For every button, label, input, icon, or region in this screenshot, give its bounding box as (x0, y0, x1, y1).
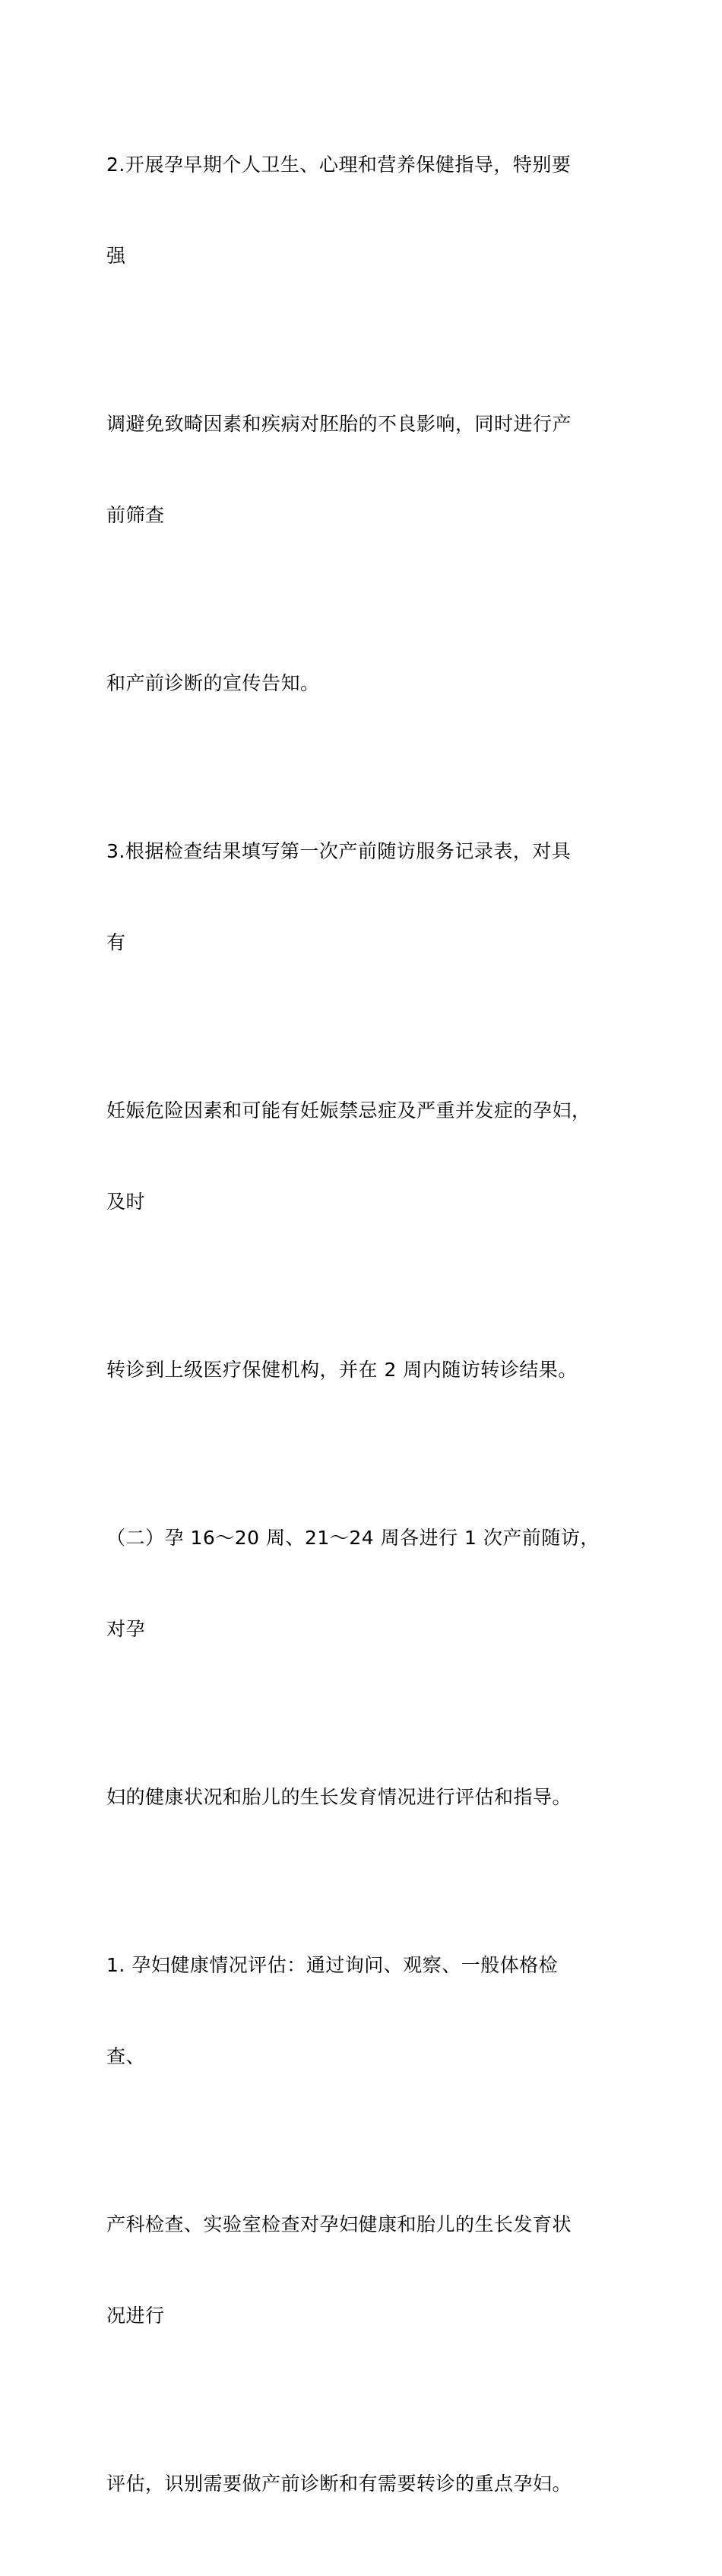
paragraph-10 (106, 2149, 638, 2392)
text-line: 1. 孕妇健康情况评估：通过询问、观察、一般体格检 (106, 1954, 559, 1976)
paragraph-11 (106, 2408, 638, 2560)
text-line: （二）孕 16～20 周、21～24 周各进行 1 次产前随访， (106, 1527, 600, 1549)
text-line: 前筛查 (106, 504, 165, 526)
paragraph-2 (106, 348, 638, 592)
document-body (106, 89, 638, 2576)
text-line: 查、 (106, 2045, 146, 2067)
paragraph-8 (106, 1721, 638, 1873)
text-line: 转诊到上级医疗保健机构，并在 2 周内随访转诊结果。 (106, 1359, 578, 1381)
paragraph-5 (106, 1035, 638, 1278)
paragraph-7 (106, 1462, 638, 1705)
paragraph-6 (106, 1294, 638, 1446)
text-line: 和产前诊断的宣传告知。 (106, 672, 320, 694)
text-line: 调避免致畸因素和疾病对胚胎的不良影响，同时进行产 (106, 413, 572, 435)
paragraph-1 (106, 89, 638, 332)
text-line: 有 (106, 931, 126, 953)
text-line: 妊娠危险因素和可能有妊娠禁忌症及严重并发症的孕妇， (106, 1099, 591, 1121)
paragraph-4 (106, 776, 638, 1019)
text-line: 产科检查、实验室检查对孕妇健康和胎儿的生长发育状 (106, 2213, 572, 2235)
text-line: 妇的健康状况和胎儿的生长发育情况进行评估和指导。 (106, 1786, 572, 1808)
text-line: 2.开展孕早期个人卫生、心理和营养保健指导，特别要 (106, 154, 572, 176)
text-line: 强 (106, 245, 126, 267)
text-line: 况进行 (106, 2305, 165, 2327)
text-line: 及时 (106, 1191, 146, 1213)
text-line: 3.根据检查结果填写第一次产前随访服务记录表，对具 (106, 840, 572, 862)
paragraph-3 (106, 608, 638, 760)
paragraph-9 (106, 1889, 638, 2133)
text-line: 对孕 (106, 1618, 146, 1640)
text-line: 评估，识别需要做产前诊断和有需要转诊的重点孕妇。 (106, 2473, 572, 2495)
